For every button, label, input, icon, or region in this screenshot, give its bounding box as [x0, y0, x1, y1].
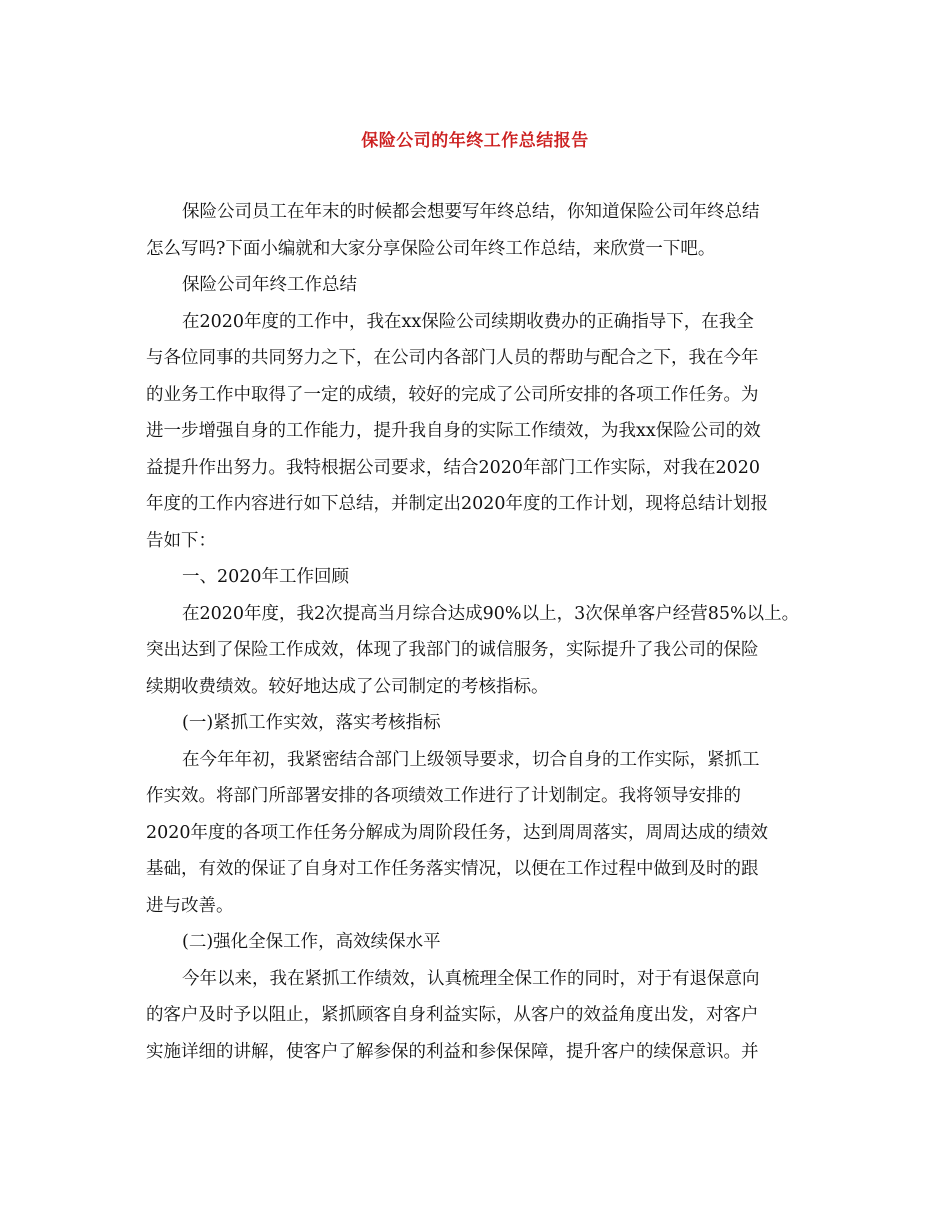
document-title: 保险公司的年终工作总结报告: [361, 131, 589, 151]
text-line: 年度的工作内容进行如下总结，并制定出2020年度的工作计划，现将总结计划报: [146, 494, 769, 514]
text-line: 今年以来，我在紧抓工作绩效，认真梳理全保工作的同时，对于有退保意向: [182, 968, 760, 989]
text-line: 续期收费绩效。较好地达成了公司制定的考核指标。: [146, 676, 549, 697]
text-line: 突出达到了保险工作成效，体现了我部门的诚信服务，实际提升了我公司的保险: [146, 640, 759, 660]
text-line: 进与改善。: [146, 895, 234, 916]
text-line: 益提升作出努力。我特根据公司要求，结合2020年部门工作实际，对我在2020: [146, 457, 761, 478]
text-line: 怎么写吗?下面小编就和大家分享保险公司年终工作总结，来欣赏一下吧。: [146, 238, 716, 259]
text-line: 进一步增强自身的工作能力，提升我自身的实际工作绩效，为我xx保险公司的效: [146, 421, 761, 441]
text-line: 基础，有效的保证了自身对工作任务落实情况，以便在工作过程中做到及时的跟: [146, 859, 759, 879]
text-line: 一、2020年工作回顾: [182, 567, 350, 587]
text-line: 作实效。将部门所部署安排的各项绩效工作进行了计划制定。我将领导安排的: [146, 786, 741, 806]
text-line: 保险公司年终工作总结: [182, 275, 357, 295]
text-line: 的客户及时予以阻止，紧抓顾客自身利益实际，从客户的效益角度出发，对客户: [146, 1005, 759, 1025]
text-line: 在2020年度的工作中，我在xx保险公司续期收费办的正确指导下，在我全: [182, 311, 754, 332]
text-line: 保险公司员工在年末的时候都会想要写年终总结，你知道保险公司年终总结: [182, 202, 760, 222]
text-line: 的业务工作中取得了一定的成绩，较好的完成了公司所安排的各项工作任务。为: [146, 384, 759, 405]
text-line: 与各位同事的共同努力之下，在公司内各部门人员的帮助与配合之下，我在今年: [146, 348, 759, 368]
text-line: 在2020年度，我2次提高当月综合达成90%以上，3次保单客户经营85%以上。: [182, 603, 800, 624]
text-line: 告如下：: [146, 530, 216, 551]
text-line: (二)强化全保工作，高效续保水平: [182, 932, 441, 952]
document-body: [146, 194, 806, 1070]
text-line: 2020年度的各项工作任务分解成为周阶段任务，达到周周落实，周周达成的绩效: [146, 822, 769, 843]
text-line: 在今年年初，我紧密结合部门上级领导要求，切合自身的工作实际，紧抓工: [182, 749, 760, 770]
text-line: 实施详细的讲解，使客户了解参保的利益和参保保障，提升客户的续保意识。并: [146, 1041, 759, 1062]
text-line: (一)紧抓工作实效，落实考核指标: [182, 713, 441, 733]
